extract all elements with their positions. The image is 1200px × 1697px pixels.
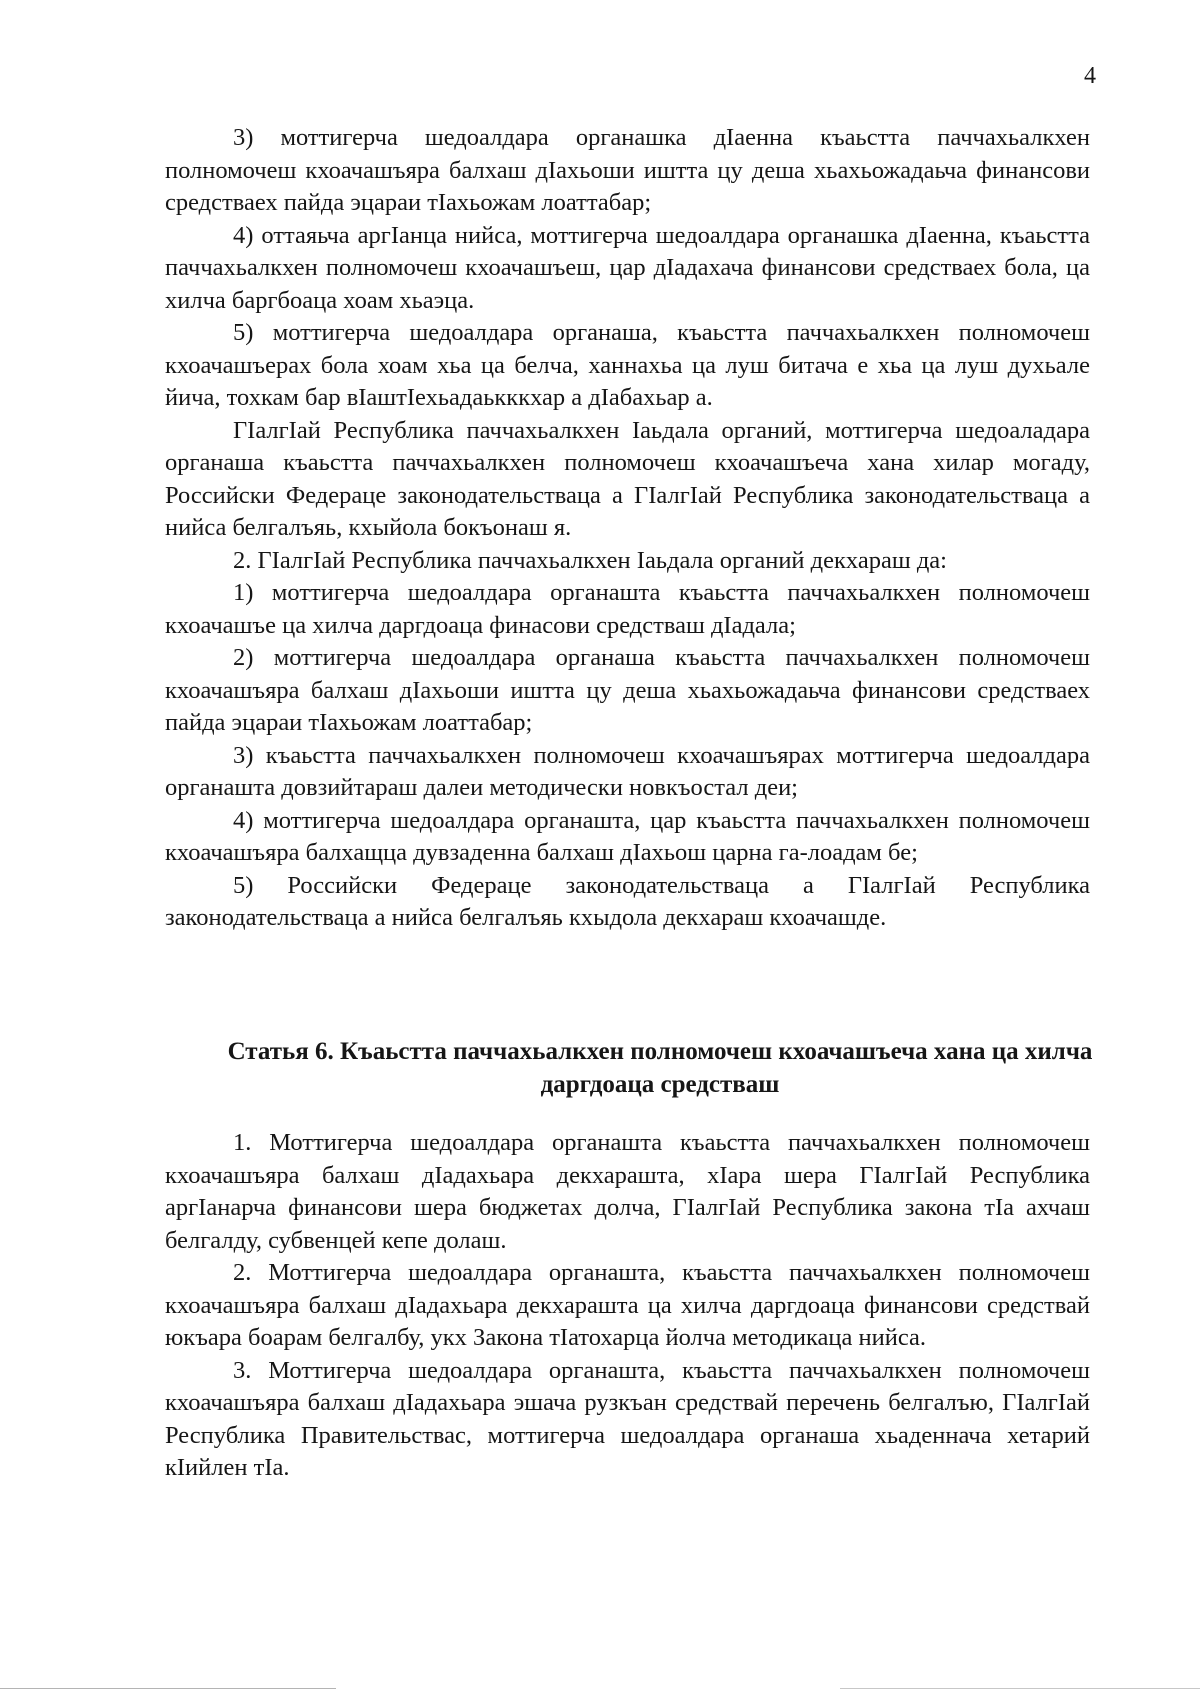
paragraph: 1) моттигерча шедоалдара органашта къаьстта паччахьалкхен полномочеш кхоачашъе ца хилча даргдоаца финасови средстваш дIадала; [165,579,1090,639]
paragraph: 2. Моттигерча шедоалдара органашта, къаьстта паччахьалкхен полномочеш кхоачашъяра балхаш дIадахьара декхарашта ца хилча даргдоаца финансови средствай юкъара боарам белгалбу, укх Закона тIатохарца йолча методикаца нийса. [165,1259,1090,1351]
paragraph: 5) Российски Федераце законодательстваца а ГIалгIай Республика законодательстваца а нийса белгалъяь кхыдола декхараш кхоачашде. [165,871,1090,931]
paragraph: 3) моттигерча шедоалдара органашка дIаенна къаьстта паччахьалкхен полномочеш кхоачашъяра балхаш дIахьоши иштта цу деша хьахьожадаьча финансови средстваех пайда эцараи тIахьожам лоаттабар; [165,124,1090,216]
paragraph: ГIалгIай Республика паччахьалкхен Iаьдала органий, моттигерча шедоаладара органаша къаьстта паччахьалкхен полномочеш кхоачашъеча хана хилар могаду, Российски Федераце законодательстваца а ГIалгIай Республика законодательстваца а нийса белгалъяь, кхыйола бокъонаш я. [165,416,1090,541]
article-heading: Статья 6. Къаьстта паччахьалкхен полномочеш кхоачашъеча хана ца хилча даргдоаца средстваш [227,1038,1093,1098]
scan-edge-line [0,1688,1200,1689]
page-number: 4 [1084,63,1096,89]
body-text-bottom [165,1127,1090,1485]
paragraph: 3. Моттигерча шедоалдара органашта, къаьстта паччахьалкхен полномочеш кхоачашъяра балхаш дIадахьара эшача рузкъан средствай перечень белгалъю, ГIалгIай Республика Правительствас, моттигерча шедоалдара органаша хьаденнача хетарий кIийлен тIа. [165,1356,1090,1481]
paragraph: 3) къаьстта паччахьалкхен полномочеш кхоачашъярах моттигерча шедоалдара органашта довзийтараш далеи методически новкъостал деи; [165,741,1090,801]
paragraph: 4) моттигерча шедоалдара органашта, цар къаьстта паччахьалкхен полномочеш кхоачашъяра балхащца дувзаденна балхаш дIахьош царна га-лоадам бе; [165,806,1090,866]
paragraph: 5) моттигерча шедоалдара органаша, къаьстта паччахьалкхен полномочеш кхоачашъерах бола хоам хьа ца белча, ханнахьа ца луш битача е хьа ца луш духьале йича, тохкам бар вIаштIехьадаькккхар а дIабахьар а. [165,319,1090,411]
body-text-top [165,122,1090,935]
paragraph: 4) оттаяьча аргIанца нийса, моттигерча шедоалдара органашка дIаенна, къаьстта паччахьалкхен полномочеш кхоачашъеш, цар дIадахача финансови средстваех бола, ца хилча баргбоаца хоам хьаэца. [165,221,1090,314]
paragraph: 1. Моттигерча шедоалдара органашта къаьстта паччахьалкхен полномочеш кхоачашъяра балхаш дIадахьара декхарашта, хIара шера ГIалгIай Республика аргIанарча финансови шера бюджетах долча, ГIалгIай Республика закона тIа ахчаш белгалду, субвенцей кепе долаш. [165,1129,1090,1254]
paragraph: 2. ГIалгIай Республика паччахьалкхен Iаьдала органий декхараш да: [233,546,947,574]
paragraph: 2) моттигерча шедоалдара органаша къаьстта паччахьалкхен полномочеш кхоачашъяра балхаш дIахьоши иштта цу деша хьахьожадаьча финансови средстваех пайда эцараи тIахьожам лоаттабар; [165,644,1090,736]
